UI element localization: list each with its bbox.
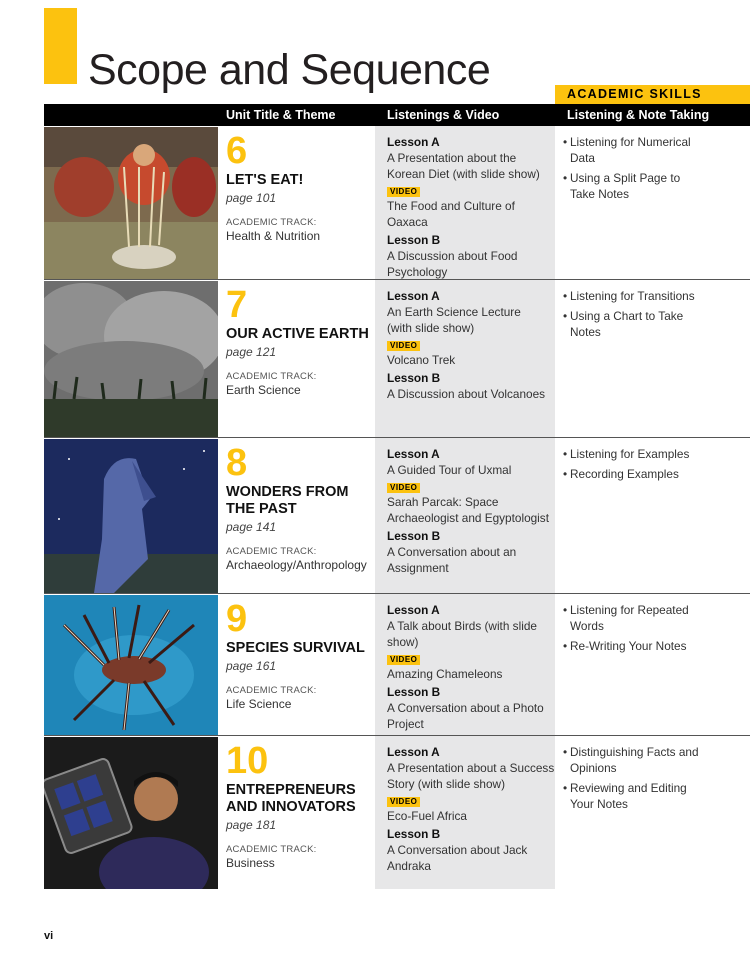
unit-number: 6 bbox=[226, 130, 248, 172]
unit-row-10 bbox=[44, 736, 750, 889]
lesson-a-heading: Lesson A bbox=[387, 289, 440, 303]
video-title: Eco-Fuel Africa bbox=[387, 809, 467, 823]
unit-photo-volcano bbox=[44, 281, 218, 437]
table-header bbox=[44, 104, 750, 126]
unit-photo-entrepreneur bbox=[44, 737, 218, 889]
lesson-a-text: A Talk about Birds (with slide show) bbox=[387, 619, 537, 649]
lesson-b-heading: Lesson B bbox=[387, 685, 441, 699]
unit-row-7 bbox=[44, 280, 750, 438]
lesson-a-text: An Earth Science Lecture (with slide show) bbox=[387, 305, 521, 335]
unit-info-8 bbox=[226, 444, 411, 573]
unit-page-ref: page 121 bbox=[226, 345, 277, 359]
skill-item: • Listening for Numerical Data bbox=[563, 134, 743, 166]
listenings-9 bbox=[387, 602, 555, 732]
unit-number: 7 bbox=[226, 284, 248, 326]
listenings-7 bbox=[387, 288, 555, 402]
lesson-b-heading: Lesson B bbox=[387, 371, 441, 385]
unit-title: WONDERS FROM THE PAST bbox=[226, 484, 349, 517]
unit-title: OUR ACTIVE EARTH bbox=[226, 326, 369, 342]
academic-track-label: ACADEMIC TRACK: bbox=[226, 844, 317, 855]
unit-title: ENTREPRENEURS AND INNOVATORS bbox=[226, 782, 356, 815]
note-taking-column-header: Listening & Note Taking bbox=[567, 108, 710, 122]
title-accent-bar bbox=[44, 8, 77, 84]
academic-track-value: Business bbox=[226, 856, 275, 870]
video-badge: VIDEO bbox=[387, 341, 420, 351]
skill-item: • Reviewing and Editing Your Notes bbox=[563, 780, 743, 812]
lesson-b-text: A Discussion about Food Psychology bbox=[387, 249, 518, 279]
unit-photo-moai bbox=[44, 439, 218, 593]
skill-item: • Re-Writing Your Notes bbox=[563, 638, 743, 654]
unit-info-7 bbox=[226, 286, 411, 398]
skill-item: • Listening for Examples bbox=[563, 446, 743, 462]
unit-photo-lionfish bbox=[44, 595, 218, 735]
listenings-8 bbox=[387, 446, 555, 576]
lesson-a-text: A Presentation about a Success Story (with slide show) bbox=[387, 761, 555, 791]
unit-row-6 bbox=[44, 126, 750, 280]
lesson-a-heading: Lesson A bbox=[387, 603, 440, 617]
unit-page-ref: page 181 bbox=[226, 818, 277, 832]
academic-skills-badge: ACADEMIC SKILLS bbox=[555, 85, 750, 104]
lesson-b-heading: Lesson B bbox=[387, 827, 441, 841]
academic-track-value: Life Science bbox=[226, 697, 292, 711]
lesson-b-text: A Conversation about an Assignment bbox=[387, 545, 517, 575]
unit-number: 8 bbox=[226, 442, 248, 484]
unit-info-6 bbox=[226, 132, 411, 244]
academic-track-label: ACADEMIC TRACK: bbox=[226, 685, 317, 696]
unit-row-8 bbox=[44, 438, 750, 594]
unit-row-9 bbox=[44, 594, 750, 736]
academic-track-value: Health & Nutrition bbox=[226, 229, 321, 243]
lesson-b-text: A Conversation about Jack Andraka bbox=[387, 843, 528, 873]
lesson-b-heading: Lesson B bbox=[387, 233, 441, 247]
skill-item: • Using a Chart to Take Notes bbox=[563, 308, 743, 340]
skills-8 bbox=[563, 446, 743, 486]
unit-info-9 bbox=[226, 600, 411, 712]
unit-page-ref: page 161 bbox=[226, 659, 277, 673]
video-badge: VIDEO bbox=[387, 655, 420, 665]
listenings-6 bbox=[387, 134, 555, 280]
page-number: vi bbox=[44, 930, 54, 942]
lesson-a-text: A Guided Tour of Uxmal bbox=[387, 463, 512, 477]
listening-column-header: Listenings & Video bbox=[387, 108, 500, 122]
skills-10 bbox=[563, 744, 743, 816]
page-title: Scope and Sequence bbox=[88, 46, 491, 94]
academic-track-value: Earth Science bbox=[226, 383, 301, 397]
lesson-a-heading: Lesson A bbox=[387, 745, 440, 759]
unit-title: SPECIES SURVIVAL bbox=[226, 640, 365, 656]
unit-info-10 bbox=[226, 742, 411, 871]
unit-page-ref: page 141 bbox=[226, 520, 277, 534]
skills-7 bbox=[563, 288, 743, 344]
unit-photo-food bbox=[44, 127, 218, 279]
skill-item: • Listening for Transitions bbox=[563, 288, 743, 304]
lesson-a-text: A Presentation about the Korean Diet (with slide show) bbox=[387, 151, 540, 181]
listenings-10 bbox=[387, 744, 555, 874]
unit-title: LET'S EAT! bbox=[226, 172, 304, 188]
skills-6 bbox=[563, 134, 743, 206]
unit-column-header: Unit Title & Theme bbox=[226, 108, 336, 122]
unit-number: 10 bbox=[226, 740, 269, 782]
lesson-a-heading: Lesson A bbox=[387, 447, 440, 461]
lesson-a-heading: Lesson A bbox=[387, 135, 440, 149]
unit-page-ref: page 101 bbox=[226, 191, 277, 205]
skill-item: • Listening for Repeated Words bbox=[563, 602, 743, 634]
lesson-b-text: A Conversation about a Photo Project bbox=[387, 701, 544, 731]
skills-9 bbox=[563, 602, 743, 658]
video-title: The Food and Culture of Oaxaca bbox=[387, 199, 515, 229]
academic-track-label: ACADEMIC TRACK: bbox=[226, 371, 317, 382]
video-badge: VIDEO bbox=[387, 187, 420, 197]
academic-track-label: ACADEMIC TRACK: bbox=[226, 217, 317, 228]
video-badge: VIDEO bbox=[387, 483, 420, 493]
skill-item: • Recording Examples bbox=[563, 466, 743, 482]
video-title: Volcano Trek bbox=[387, 353, 456, 367]
skill-item: • Using a Split Page to Take Notes bbox=[563, 170, 743, 202]
academic-track-value: Archaeology/Anthropology bbox=[226, 558, 367, 572]
academic-track-label: ACADEMIC TRACK: bbox=[226, 546, 317, 557]
unit-number: 9 bbox=[226, 598, 248, 640]
lesson-b-text: A Discussion about Volcanoes bbox=[387, 387, 546, 401]
lesson-b-heading: Lesson B bbox=[387, 529, 441, 543]
video-badge: VIDEO bbox=[387, 797, 420, 807]
skill-item: • Distinguishing Facts and Opinions bbox=[563, 744, 743, 776]
video-title: Amazing Chameleons bbox=[387, 667, 503, 681]
video-title: Sarah Parcak: Space Archaeologist and Egyptologist bbox=[387, 495, 549, 525]
